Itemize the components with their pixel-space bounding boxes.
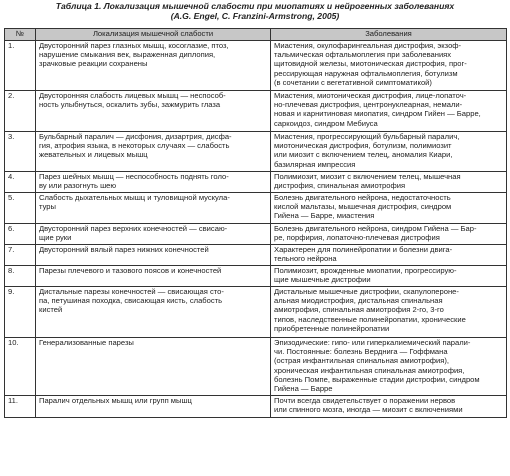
disease-line: приобретенные полинейропатии (274, 323, 390, 333)
location-line: ность улыбнуться, оскалить зубы, зажмурить глаза (39, 100, 221, 110)
table-row (5, 41, 507, 91)
disease-line: щитовидной железы, миотоническая дистрофия, прог- (274, 59, 467, 69)
row-location (36, 193, 271, 224)
disease-line: Почти всегда свидетельствует о поражении нервов (274, 396, 456, 405)
disease-line: Болезнь двигательного нейрона, синдром Гийена — Бар- (274, 224, 477, 233)
header-number: № (5, 29, 36, 41)
row-location (36, 41, 271, 91)
table-row (5, 287, 507, 338)
disease-line: чи. Постоянные: болезнь Верднига — Гоффмана (274, 347, 448, 357)
location-line: туры (39, 202, 56, 212)
disease-line: (в сочетании с вегетативной симптоматикой) (274, 77, 432, 87)
caption-source: (A.G. Engel, C. Franzini-Armstrong, 2005) (170, 11, 340, 21)
disease-line: или миозит с включением телец, аномалия Киари, (274, 150, 453, 160)
disease-line: амиотрофия, спинальная амиотрофия 2-го, 3-го (274, 305, 444, 315)
table-row (5, 396, 507, 418)
location-line: Двусторонний парез глазных мышц, косоглазие, птоз, (39, 41, 229, 50)
disease-line: Гийена — Барре, миастения (274, 211, 375, 221)
row-number: 2. (5, 91, 36, 132)
disease-line: дистрофия, спинальная амиотрофия (274, 181, 406, 191)
disease-line: щие мышечные дистрофии (274, 275, 371, 285)
disease-line: Миастения, миотоническая дистрофия, лице-лопаточ- (274, 91, 467, 100)
disease-line: Дистальные мышечные дистрофии, скапулопероне- (274, 287, 459, 296)
muscle-weakness-table (4, 28, 507, 418)
row-diseases (271, 172, 507, 193)
row-location (36, 338, 271, 396)
row-diseases (271, 266, 507, 287)
row-diseases (271, 193, 507, 224)
location-line: Парезы плечевого и тазового поясов и конечностей (39, 266, 222, 275)
row-number: 7. (5, 245, 36, 266)
table-header-row (5, 29, 507, 41)
disease-line: ре, порфирия, лопаточно-плечевая дистрофия (274, 233, 440, 243)
table-row (5, 338, 507, 396)
row-diseases (271, 338, 507, 396)
row-location (36, 245, 271, 266)
disease-line: Характерен для полинейропатии и болезни двига- (274, 245, 453, 254)
disease-line: болезнь Помпе, выраженные стадии дистрофии, синдром (274, 374, 480, 384)
row-location (36, 132, 271, 172)
location-line: Генерализованные парезы (39, 338, 134, 347)
row-location (36, 266, 271, 287)
location-line: Двусторонняя слабость лицевых мышц — неспособ- (39, 91, 226, 100)
location-line: гия, атрофия языка, в некоторых случаях — слабость (39, 141, 230, 151)
disease-line: Полимиозит, врожденные миопатии, прогрессирую- (274, 266, 457, 275)
row-diseases (271, 245, 507, 266)
location-line: кистей (39, 305, 63, 315)
table-row (5, 91, 507, 132)
disease-line: Эпизодические: гипо- или гиперкалиемический парали- (274, 338, 471, 347)
location-line: щие руки (39, 233, 72, 243)
disease-line: тальмическая офтальмоплегия при заболеваниях (274, 50, 452, 60)
table-body (5, 41, 507, 418)
caption-title: Таблица 1. Локализация мышечной слабости при миопатиях и нейрогенных заболеваниях (55, 1, 455, 11)
table-row (5, 224, 507, 245)
location-line: нарушение смыкания век, выраженная диплопия, (39, 50, 216, 60)
row-number: 1. (5, 41, 36, 91)
row-number: 9. (5, 287, 36, 338)
location-line: Двусторонний вялый парез нижних конечностей (39, 245, 209, 254)
disease-line: (острая инфантильная спинальная амиотрофия), (274, 356, 450, 366)
row-number: 5. (5, 193, 36, 224)
row-number: 3. (5, 132, 36, 172)
table-row (5, 245, 507, 266)
disease-line: новая и карнитиновая миопатия, синдром Гийен — Барре, (274, 109, 481, 119)
disease-line: рессирующая наружная офтальмоплегия, ботулизм (274, 68, 458, 78)
table-caption (0, 1, 510, 21)
disease-line: хроническая инфантильная спинальная амиотрофия, (274, 365, 465, 375)
table-row (5, 266, 507, 287)
disease-line: или спинного мозга, иногда — миозит с включениями (274, 405, 463, 415)
row-diseases (271, 224, 507, 245)
location-line: ву или разогнуть шею (39, 181, 117, 191)
row-location (36, 172, 271, 193)
header-diseases: Заболевания (271, 29, 507, 41)
location-line: Дистальные парезы конечностей — свисающая сто- (39, 287, 224, 296)
row-diseases (271, 287, 507, 338)
row-location (36, 396, 271, 418)
row-number: 11. (5, 396, 36, 418)
location-line: жевательных и лицевых мышц (39, 150, 148, 160)
table-row (5, 193, 507, 224)
disease-line: кислой мальтазы, мышечная дистрофия, синдром (274, 202, 452, 212)
row-location (36, 224, 271, 245)
row-number: 6. (5, 224, 36, 245)
disease-line: но-плечевая дистрофия, центронуклеарная, немали- (274, 100, 463, 110)
row-diseases (271, 91, 507, 132)
disease-line: альная миодистрофия, дистальная спинальная (274, 296, 443, 306)
disease-line: Гийена — Барре (274, 384, 333, 394)
row-diseases (271, 132, 507, 172)
row-number: 8. (5, 266, 36, 287)
location-line: Двусторонний парез верхних конечностей — свисаю- (39, 224, 228, 233)
row-location (36, 287, 271, 338)
disease-line: типов, наследственные полинейропатии, хронические (274, 314, 466, 324)
row-number: 10. (5, 338, 36, 396)
location-line: зрачковые реакции сохранены (39, 59, 148, 69)
location-line: Парез шейных мышц — неспособность поднять голо- (39, 172, 229, 181)
table-row (5, 132, 507, 172)
disease-line: саркоидоз, синдром Мебиуса (274, 118, 378, 128)
disease-line: Миастения, прогрессирующий бульбарный паралич, (274, 132, 460, 141)
table-row (5, 172, 507, 193)
row-diseases (271, 41, 507, 91)
row-number: 4. (5, 172, 36, 193)
disease-line: тельного нейрона (274, 254, 337, 264)
disease-line: Полимиозит, миозит с включением телец, мышечная (274, 172, 461, 181)
disease-line: Миастения, окулофарингеальная дистрофия, экзоф- (274, 41, 462, 50)
row-diseases (271, 396, 507, 418)
location-line: Слабость дыхательных мышц и туловищной мускула- (39, 193, 230, 202)
location-line: Бульбарный паралич — дисфония, дизартрия, дисфа- (39, 132, 232, 141)
row-location (36, 91, 271, 132)
location-line: па, петушиная походка, свисающая кисть, слабость (39, 296, 223, 306)
disease-line: базилярная импрессия (274, 159, 356, 169)
location-line: Паралич отдельных мышц или групп мышц (39, 396, 192, 405)
disease-line: миотоническая дистрофия, ботулизм, полимиозит (274, 141, 452, 151)
header-location: Локализация мышечной слабости (36, 29, 271, 41)
disease-line: Болезнь двигательного нейрона, недостаточность (274, 193, 451, 202)
